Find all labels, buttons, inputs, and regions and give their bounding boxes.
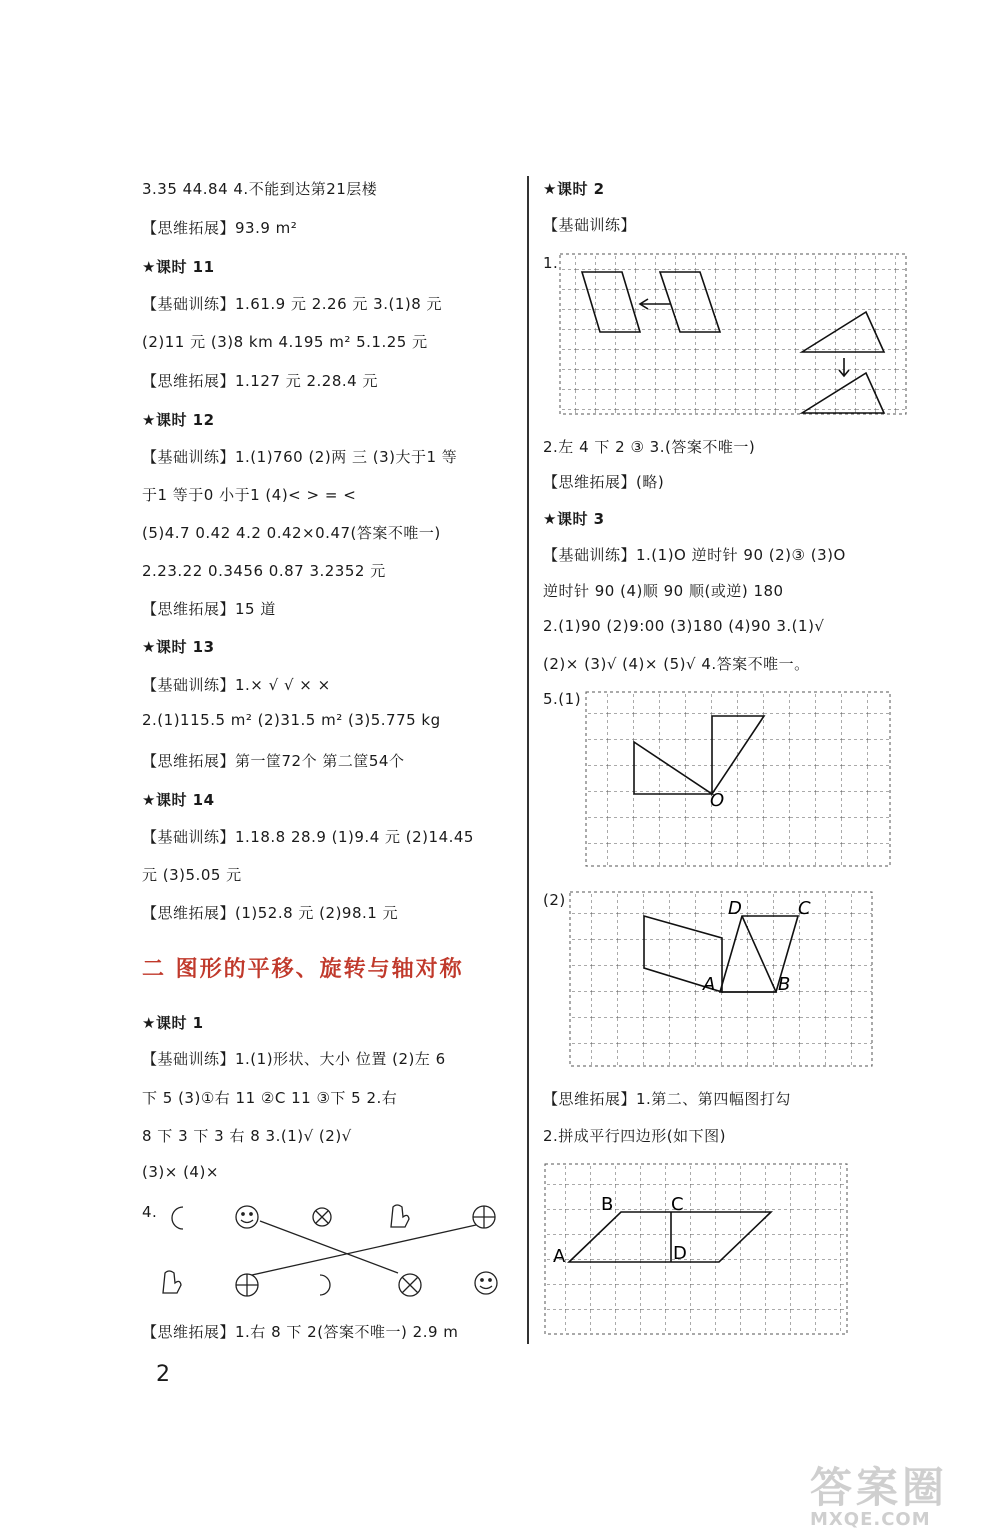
lesson-heading: ★课时 12: [142, 411, 215, 429]
circle-x-icon: [399, 1274, 421, 1296]
answer-line: 【基础训练】1.61.9 元 2.26 元 3.(1)8 元: [142, 295, 443, 313]
answer-line: 【思维拓展】1.右 8 下 2(答案不唯一) 2.9 m: [142, 1323, 459, 1341]
watermark: [810, 1455, 948, 1530]
circle-x-icon: [313, 1208, 331, 1226]
answer-line: 2.(1)90 (2)9:00 (3)180 (4)90 3.(1)√: [543, 617, 825, 635]
answer-line: 【思维拓展】93.9 m²: [142, 219, 298, 237]
answer-line: 【思维拓展】15 道: [142, 600, 276, 618]
lesson-heading: ★课时 14: [142, 791, 215, 809]
match-line: [252, 1225, 476, 1275]
point-label: C: [671, 1194, 684, 1215]
question-number: 5.(1): [543, 690, 582, 708]
answer-line: 【基础训练】: [543, 216, 637, 234]
answer-line: 【思维拓展】第一筐72个 第二筐54个: [142, 752, 405, 770]
question-number: 1.: [543, 254, 559, 272]
column-divider: [527, 176, 529, 1344]
parallelogram-grid: [541, 1160, 851, 1338]
point-label: B: [778, 974, 791, 995]
watermark-url: MXQE.COM: [810, 1509, 931, 1530]
translation-grid: [556, 250, 912, 418]
mitten-icon: [391, 1205, 409, 1227]
answer-line: 3.35 44.84 4.不能到达第21层楼: [142, 180, 378, 198]
answer-line: (5)4.7 0.42 4.2 0.42×0.47(答案不唯一): [142, 524, 441, 542]
lesson-heading: ★课时 11: [142, 258, 215, 276]
lesson-heading: ★课时 13: [142, 638, 215, 656]
point-label: C: [798, 898, 811, 919]
answer-line: (3)× (4)×: [142, 1163, 219, 1181]
point-label: A: [553, 1246, 566, 1267]
mitten-icon: [163, 1271, 181, 1293]
circle-plus-icon: [473, 1206, 495, 1228]
answer-line: 【基础训练】1.× √ √ × ×: [142, 676, 331, 694]
lesson-heading: ★课时 2: [543, 180, 605, 198]
answer-line: 元 (3)5.05 元: [142, 866, 242, 884]
answer-line: 【思维拓展】1.127 元 2.28.4 元: [142, 372, 378, 390]
point-label: D: [673, 1243, 687, 1264]
section-title: 二 图形的平移、旋转与轴对称: [142, 957, 464, 982]
answer-line: 2.拼成平行四边形(如下图): [543, 1127, 727, 1145]
rotation-grid: [582, 688, 894, 870]
point-label: B: [601, 1194, 614, 1215]
question-number: (2): [543, 891, 566, 909]
answer-line: 【基础训练】1.(1)O 逆时针 90 (2)③ (3)O: [543, 546, 846, 564]
moon-icon: [172, 1207, 183, 1229]
smiley-icon: [475, 1272, 497, 1294]
lesson-heading: ★课时 3: [543, 510, 605, 528]
watermark-line: 答案圈: [810, 1463, 949, 1512]
answer-line: 【思维拓展】(1)52.8 元 (2)98.1 元: [142, 904, 399, 922]
question-number: 4.: [142, 1203, 158, 1221]
lesson-heading: ★课时 1: [142, 1014, 204, 1032]
answer-line: (2)× (3)√ (4)× (5)√ 4.答案不唯一。: [543, 655, 810, 673]
rotation-grid-labeled: [566, 888, 876, 1070]
point-label: A: [703, 974, 716, 995]
answer-line: 逆时针 90 (4)顺 90 顺(或逆) 180: [543, 582, 784, 600]
answer-line: (2)11 元 (3)8 km 4.195 m² 5.1.25 元: [142, 333, 428, 351]
answer-line: 2.23.22 0.3456 0.87 3.2352 元: [142, 562, 386, 580]
point-label: D: [728, 898, 742, 919]
answer-line: 【基础训练】1.18.8 28.9 (1)9.4 元 (2)14.45: [142, 828, 474, 846]
answer-line: 下 5 (3)①右 11 ②C 11 ③下 5 2.右: [142, 1089, 398, 1107]
answer-line: 【思维拓展】(略): [543, 473, 665, 491]
answer-line: 【思维拓展】1.第二、第四幅图打勾: [543, 1090, 791, 1108]
answer-line: 8 下 3 下 3 右 8 3.(1)√ (2)√: [142, 1127, 352, 1145]
answer-line: 于1 等于0 小于1 (4)< > = <: [142, 486, 357, 504]
answer-line: 【基础训练】1.(1)形状、大小 位置 (2)左 6: [142, 1050, 446, 1068]
answer-line: 【基础训练】1.(1)760 (2)两 三 (3)大于1 等: [142, 448, 458, 466]
smiley-icon: [236, 1206, 258, 1228]
answer-line: 2.(1)115.5 m² (2)31.5 m² (3)5.775 kg: [142, 711, 441, 729]
moon-icon: [320, 1275, 330, 1295]
matching-diagram: [150, 1195, 510, 1320]
answer-line: 2.左 4 下 2 ③ 3.(答案不唯一): [543, 438, 756, 456]
point-label: O: [710, 790, 725, 811]
page-number: 2: [156, 1362, 170, 1387]
circle-plus-icon: [236, 1274, 258, 1296]
